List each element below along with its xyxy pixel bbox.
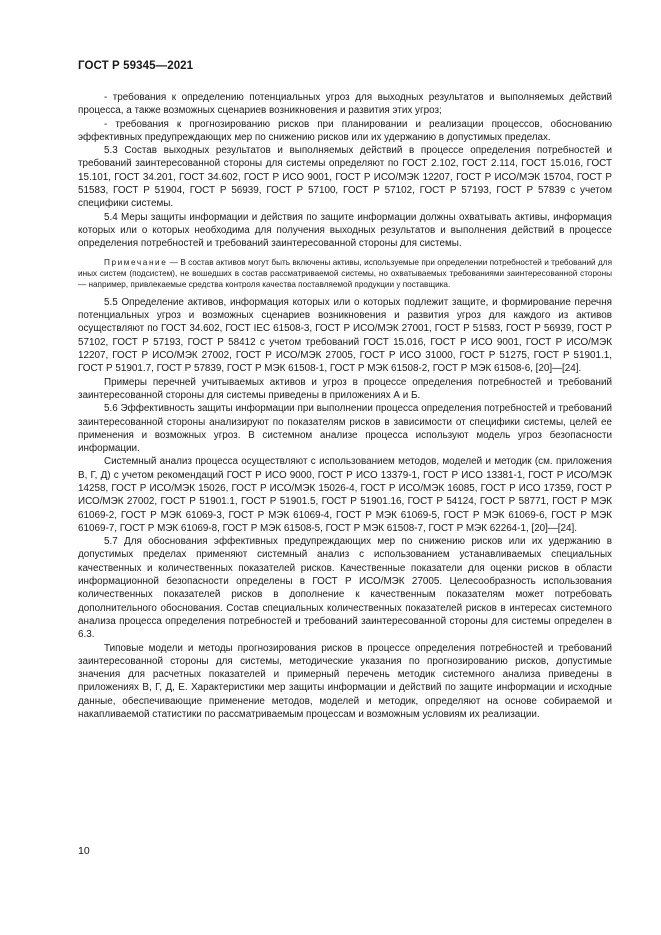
paragraph-5-3: 5.3 Состав выходных результатов и выполняемых действий в процессе определения потребностей и требований заинтересованной стороны для системы определяют по ГОСТ 2.102, ГОСТ 2.114, ГОСТ 15.016, ГОСТ 15.101, ГОСТ 34.201, ГОСТ 34.602, ГОСТ Р ИСО 9001, ГОСТ Р ИСО/МЭК 12207, ГОСТ Р ИСО/МЭК 15704, ГОСТ Р 51583, ГОСТ Р 51904, ГОСТ Р 56939, ГОСТ Р 57100, ГОСТ Р 57102, ГОСТ Р 57193, ГОСТ Р 57839 с учетом специфики системы. [78, 145, 612, 210]
document-body [78, 91, 612, 721]
paragraph-requirement-risks: - требования к прогнозированию рисков при планировании и реализации процессов, обоснованию эффективных предупреждающих мер по снижению рисков или их удержанию в допустимых пределах. [78, 118, 612, 143]
paragraph-5-6: 5.6 Эффективность защиты информации при выполнении процесса определения потребностей и требований заинтересованной стороны анализируют по показателям рисков в зависимости от специфики системы, целей ее применения и возможных угроз. В системном анализе процесса используют модель угроз безопасности информации. [78, 403, 612, 455]
paragraph-5-5: 5.5 Определение активов, информация которых или о которых подлежит защите, и формирование перечня потенциальных угроз и возможных сценариев возникновения и развития угроз для каждого из активов осуществляют по ГОСТ 34.602, ГОСТ IEC 61508-3, ГОСТ Р ИСО/МЭК 27001, ГОСТ Р 51583, ГОСТ Р 56939, ГОСТ Р 57102, ГОСТ Р 57193, ГОСТ Р 58412 с учетом требований ГОСТ 15.016, ГОСТ Р ИСО 9001, ГОСТ Р ИСО/МЭК 12207, ГОСТ Р ИСО/МЭК 27002, ГОСТ Р ИСО/МЭК 27005, ГОСТ Р ИСО 31000, ГОСТ Р 51275, ГОСТ Р 51901.1, ГОСТ Р 51901.7, ГОСТ Р 57839, ГОСТ Р МЭК 61508-1, ГОСТ Р МЭК 61508-2, ГОСТ Р МЭК 61508-6, [20]—[24]. [78, 296, 612, 375]
page-number: 10 [78, 845, 90, 857]
paragraph-5-7: 5.7 Для обоснования эффективных предупреждающих мер по снижению рисков или их удержанию в допустимых пределах применяют системный анализ с использованием устанавливаемых специальных качественных и количественных показателей рисков. Качественные показатели для оценки рисков в области информационной безопасности определены в ГОСТ Р ИСО/МЭК 27005. Целесообразность использования количественных показателей рисков в дополнение к качественным показателям может потребовать дополнительного обоснования. Состав специальных количественных показателей рисков в интересах системного анализа процесса определения потребностей и требований заинтересованной стороны для системы определен в 6.3. [78, 536, 612, 641]
note-paragraph [78, 257, 612, 290]
paragraph-5-4: 5.4 Меры защиты информации и действия по защите информации должны охватывать активы, информация которых или о которых необходима для получения выходных результатов и выполнения действий в процессе определения потребностей и требований заинтересованной стороны для системы. [78, 211, 612, 250]
paragraph-requirement-threats: - требования к определению потенциальных угроз для выходных результатов и выполняемых действий процесса, а также возможных сценариев возникновения и развития этих угроз; [78, 92, 612, 117]
paragraph-typical-models: Типовые модели и методы прогнозирования рисков в процессе определения потребностей и требований заинтересованной стороны для системы, методические указания по прогнозированию рисков, допустимые значения для расчетных показателей и примерный перечень методик системного анализа приведены в приложениях В, Г, Д, Е. Характеристики мер защиты информации и действий по защите информации и исходные данные, обеспечивающие применение методов, моделей и методик, определяют на основе собираемой и накапливаемой статистики по рассматриваемым процессам и возможным условиям их реализации. [78, 642, 612, 721]
document-header: ГОСТ Р 59345—2021 [78, 60, 194, 72]
note-text: — В состав активов могут быть включены активы, используемые при определении потребностей и требований для иных систем (подсистем), не вошедших в состав рассматриваемой системы, но охватываемых требованиями заинтересованной стороны — например, привлекаемые средства контроля качества поставляемой продукции у поставщика. [78, 257, 612, 289]
paragraph-system-analysis: Системный анализ процесса осуществляют с использованием методов, моделей и методик (см. приложения В, Г, Д) с учетом рекомендаций ГОСТ Р ИСО 9000, ГОСТ Р ИСО 13379-1, ГОСТ Р ИСО 13381-1, ГОСТ Р ИСО/МЭК 14258, ГОСТ Р ИСО/МЭК 15026, ГОСТ Р ИСО/МЭК 15026-4, ГОСТ Р ИСО/МЭК 16085, ГОСТ Р ИСО 17359, ГОСТ Р ИСО/МЭК 27002, ГОСТ Р 51901.1, ГОСТ Р 51901.5, ГОСТ Р 51901.16, ГОСТ Р 54124, ГОСТ Р 58771, ГОСТ Р МЭК 61069-2, ГОСТ Р МЭК 61069-3, ГОСТ Р МЭК 61069-4, ГОСТ Р МЭК 61069-5, ГОСТ Р МЭК 61069-6, ГОСТ Р МЭК 61069-7, ГОСТ Р МЭК 61069-8, ГОСТ Р МЭК 61508-5, ГОСТ Р МЭК 61508-7, ГОСТ Р МЭК 62264-1, [20]—[24]. [78, 456, 612, 534]
note-label: Примечание [104, 257, 168, 267]
paragraph-examples: Примеры перечней учитываемых активов и угроз в процессе определения потребностей и требований заинтересованной стороны для системы приведены в приложениях А и Б. [78, 376, 612, 401]
